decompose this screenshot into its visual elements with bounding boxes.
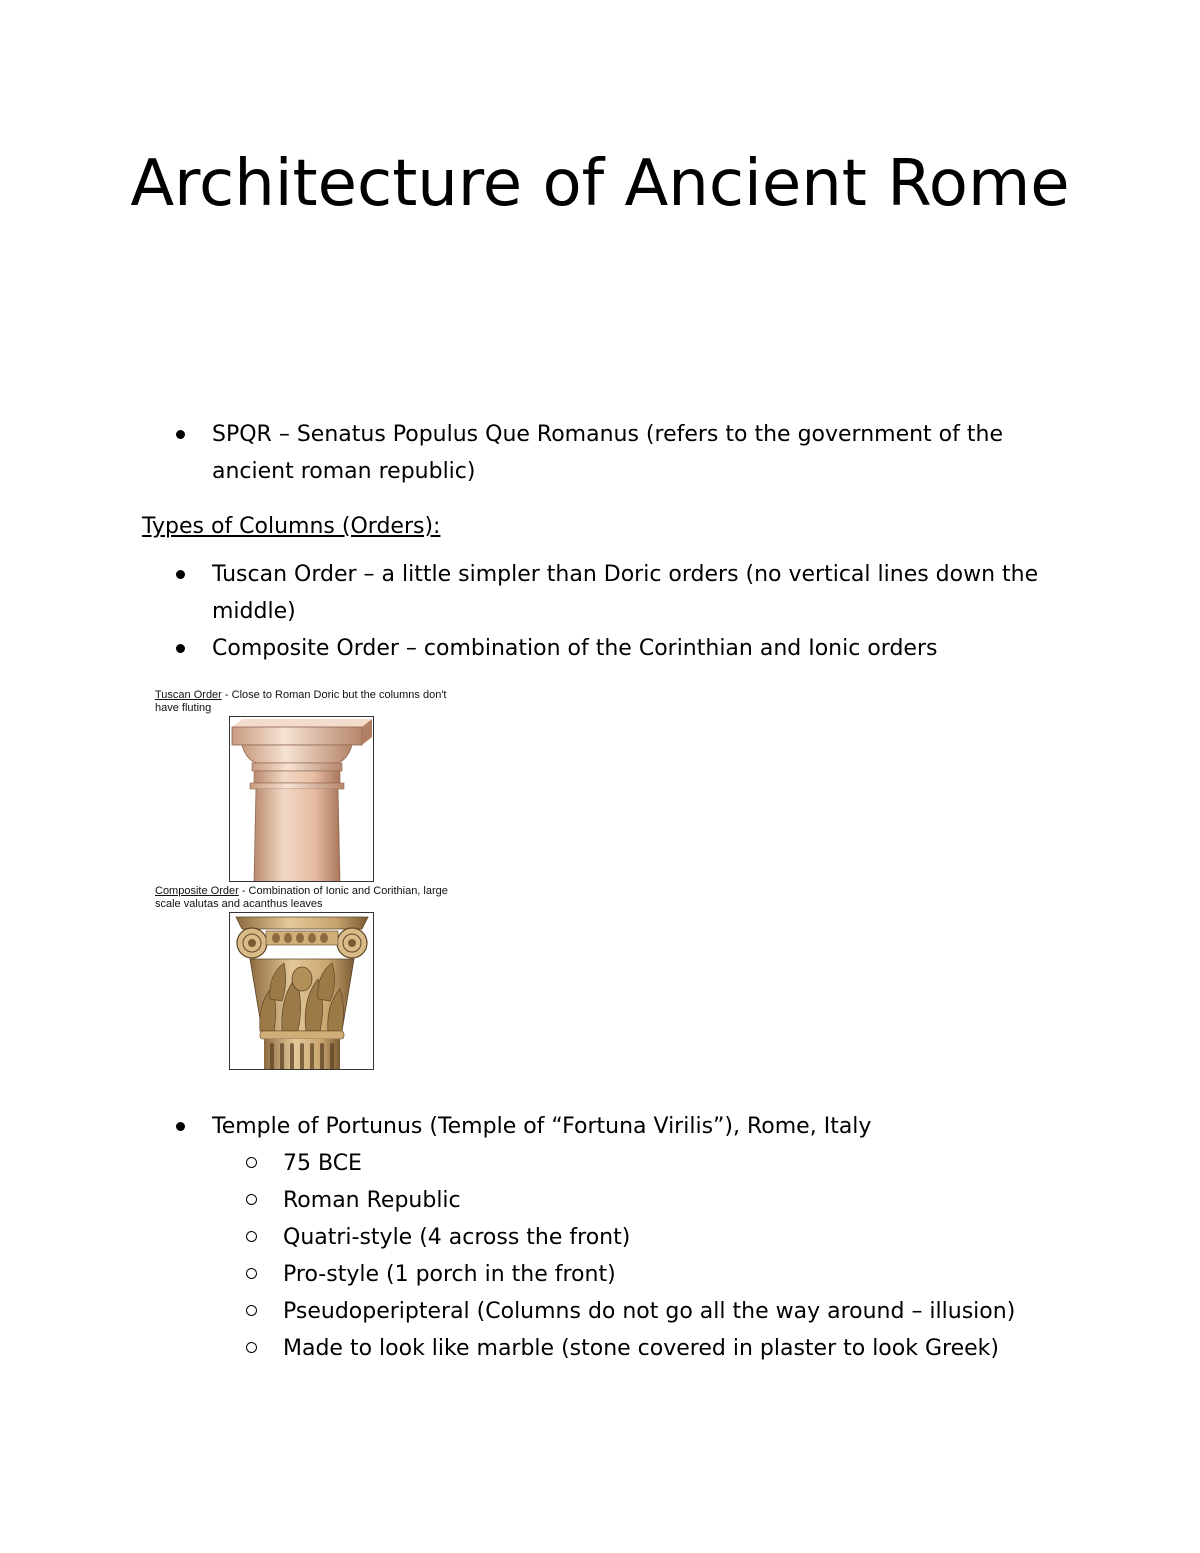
temple-detail-text: Quatri-style (4 across the front) bbox=[283, 1225, 631, 1250]
temple-bullet-list bbox=[0, 1108, 1200, 1145]
composite-capital-illustration bbox=[230, 913, 374, 1070]
composite-figure-caption bbox=[155, 885, 455, 911]
bullet-icon bbox=[176, 430, 185, 439]
list-item bbox=[0, 1182, 1200, 1219]
circle-bullet-icon bbox=[246, 1305, 257, 1316]
list-item bbox=[0, 416, 1200, 490]
columns-heading: Types of Columns (Orders): bbox=[142, 514, 441, 539]
composite-caption-title: Composite Order bbox=[155, 885, 239, 897]
list-item bbox=[0, 1293, 1200, 1330]
intro-bullet-list bbox=[0, 416, 1200, 490]
circle-bullet-icon bbox=[246, 1342, 257, 1353]
tuscan-caption-text: - Close to Roman Doric but the columns don't have fluting bbox=[155, 689, 447, 714]
bullet-icon bbox=[176, 1122, 185, 1131]
list-item bbox=[0, 1145, 1200, 1182]
temple-heading-text: Temple of Portunus (Temple of “Fortuna Virilis”), Rome, Italy bbox=[212, 1114, 872, 1139]
temple-detail-text: 75 BCE bbox=[283, 1151, 362, 1176]
composite-bullet-text: Composite Order – combination of the Corinthian and Ionic orders bbox=[212, 636, 938, 661]
tuscan-caption-title: Tuscan Order bbox=[155, 689, 222, 701]
circle-bullet-icon bbox=[246, 1194, 257, 1205]
circle-bullet-icon bbox=[246, 1157, 257, 1168]
tuscan-column-image bbox=[229, 716, 374, 882]
list-item bbox=[0, 556, 1200, 630]
composite-caption-text: - Combination of Ionic and Corithian, large scale valutas and acanthus leaves bbox=[155, 885, 448, 910]
circle-bullet-icon bbox=[246, 1268, 257, 1279]
list-item bbox=[0, 630, 1200, 667]
page-title: Architecture of Ancient Rome bbox=[130, 147, 1070, 221]
list-item bbox=[0, 1330, 1200, 1367]
list-item bbox=[0, 1256, 1200, 1293]
temple-detail-text: Roman Republic bbox=[283, 1188, 461, 1213]
tuscan-figure-caption bbox=[155, 689, 455, 715]
bullet-icon bbox=[176, 644, 185, 653]
circle-bullet-icon bbox=[246, 1231, 257, 1242]
spqr-bullet-text: SPQR – Senatus Populus Que Romanus (refers to the government of the ancient roman republic) bbox=[212, 422, 1003, 484]
list-item bbox=[0, 1108, 1200, 1145]
composite-column-image bbox=[229, 912, 374, 1070]
tuscan-bullet-text: Tuscan Order – a little simpler than Doric orders (no vertical lines down the middle) bbox=[212, 562, 1039, 624]
temple-detail-text: Pseudoperipteral (Columns do not go all the way around – illusion) bbox=[283, 1299, 1016, 1324]
list-item bbox=[0, 1219, 1200, 1256]
temple-detail-text: Made to look like marble (stone covered in plaster to look Greek) bbox=[283, 1336, 999, 1361]
column-bullet-list bbox=[0, 556, 1200, 667]
temple-details-list bbox=[0, 1145, 1200, 1367]
temple-detail-text: Pro-style (1 porch in the front) bbox=[283, 1262, 616, 1287]
bullet-icon bbox=[176, 570, 185, 579]
tuscan-column-illustration bbox=[230, 717, 374, 882]
